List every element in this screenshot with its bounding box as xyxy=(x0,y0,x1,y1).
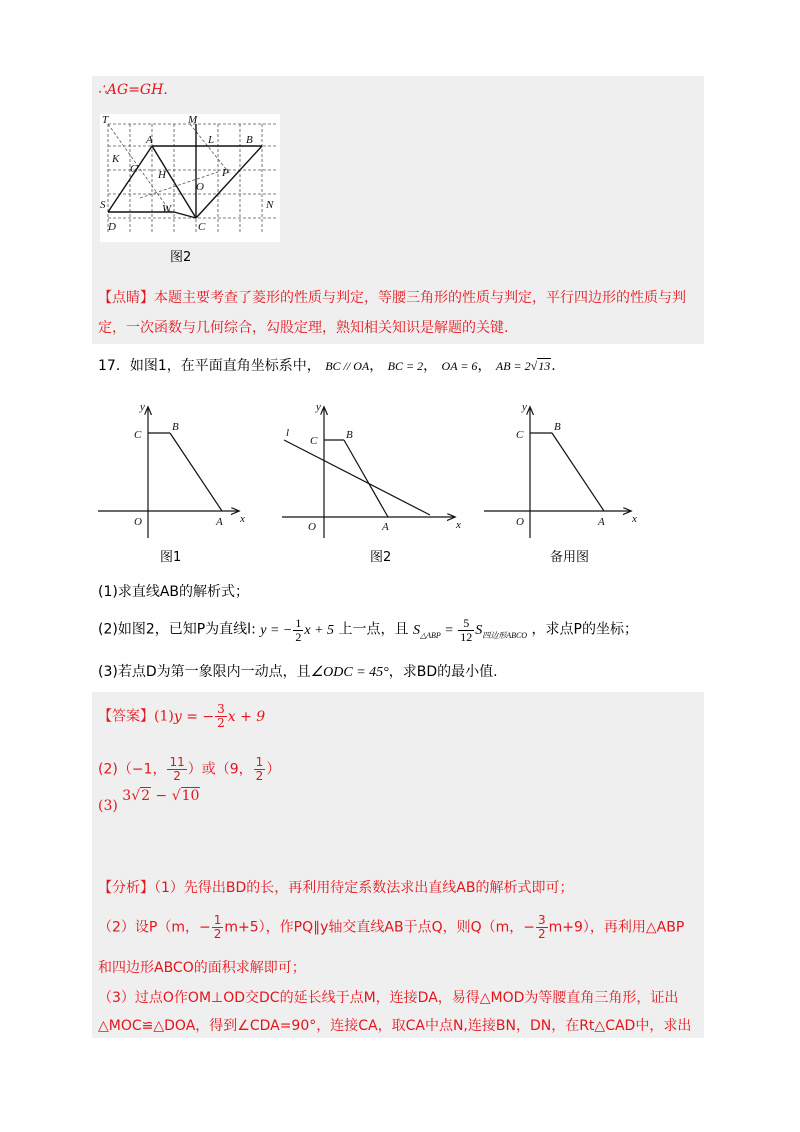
answer-panel xyxy=(92,692,704,1038)
fig1-A: A xyxy=(216,516,223,528)
analysis-tag: 【分析】 xyxy=(98,880,154,896)
answer-tag: 【答案】 xyxy=(98,708,154,725)
remark-line-1: 【点睛】本题主要考查了菱形的性质与判定，等腰三角形的性质与判定，平行四边形的性质与判 xyxy=(98,290,686,306)
coordinate-figures xyxy=(90,398,650,568)
remark-line-2: 定，一次函数与几何综合，勾股定理，熟知相关知识是解题的关键. xyxy=(98,320,509,336)
answer-1: 【答案】(1)y = − $\frac{3}{2}$ x + 9 xyxy=(98,702,266,730)
fig2b-x: x xyxy=(456,519,461,531)
fig1-x: x xyxy=(240,513,245,525)
conclusion-line: ∴AG=GH. xyxy=(98,82,168,98)
fig2-label-K: K xyxy=(112,153,120,165)
fig1-O: O xyxy=(134,516,142,528)
remark-tag: 【点睛】 xyxy=(98,290,154,306)
question-1: (1)求直线AB的解析式； xyxy=(98,584,250,600)
fig2-label-T: T xyxy=(102,114,109,126)
analysis-line-1: 【分析】（1）先得出BD的长，再利用待定系数法求出直线AB的解析式即可； xyxy=(98,880,574,896)
analysis-line-2: （2）设P（m，− $\frac{1}{2}$ m+5），作PQ∥y轴交直线AB于点Q，则Q（m，− $\frac{3}{2}$ m+9），再利用△ABP xyxy=(98,913,685,941)
fig2b-C: C xyxy=(310,435,318,447)
fig2-label-H: H xyxy=(158,169,166,181)
fig1-C: C xyxy=(134,429,142,441)
fig3-C: C xyxy=(516,429,524,441)
problem-statement: 17．如图1，在平面直角坐标系中， BC // OA， BC = 2， OA = 6， AB = 2√13. xyxy=(98,358,556,374)
fig2-label-O: O xyxy=(196,181,204,193)
fig2-label-L: L xyxy=(208,134,215,146)
fig2-label-S: S xyxy=(100,199,106,211)
figure-2-grid xyxy=(100,114,280,242)
fig3-O: O xyxy=(516,516,524,528)
fig2-label-B: B xyxy=(246,134,253,146)
backup-figure-caption: 备用图 xyxy=(550,550,590,565)
analysis-line-4: （3）过点O作OM⊥OD交DC的延长线于点M，连接DA，易得△MOD为等腰直角三角形，证出 xyxy=(98,990,679,1006)
fig2b-O: O xyxy=(308,521,316,533)
fig3-x: x xyxy=(632,513,637,525)
fig2-label-M: M xyxy=(188,114,198,126)
figure-2-caption: 图2 xyxy=(170,250,192,265)
fig2-label-A: A xyxy=(146,134,153,146)
fig2-label-C: C xyxy=(198,221,206,233)
fig2-label-P: P xyxy=(222,167,229,179)
fig2-label-W: W xyxy=(162,203,172,215)
answer-2: (2)（−1， $\frac{11}{2}$ ）或（9， $\frac{1}{2}$ ） xyxy=(98,755,281,783)
figure-1-caption: 图1 xyxy=(160,550,182,565)
fig1-y: y xyxy=(140,401,145,413)
question-2: (2)如图2，已知P为直线l: y = − $\frac{1}{2}$ x + 5 上一点，且 $S_{\triangle ABP}$ = $\frac{5}{12}$ $S_{四边形ABCO}$ ，求点P的坐标； xyxy=(98,616,638,644)
question-3: (3)若点D为第一象限内一动点，且∠ODC = 45°，求BD的最小值. xyxy=(98,664,498,680)
fig3-A: A xyxy=(598,516,605,528)
fig3-B: B xyxy=(554,421,561,433)
fig2-label-G: G xyxy=(130,163,138,175)
fig3-y: y xyxy=(522,401,527,413)
fig2b-y: y xyxy=(316,401,321,413)
fig2-label-N: N xyxy=(266,199,274,211)
figure-2b-caption: 图2 xyxy=(370,550,392,565)
fig2-label-D: D xyxy=(108,221,116,233)
analysis-line-5: △MOC≌△DOA，得到∠CDA=90°，连接CA，取CA中点N,连接BN，DN，在Rt△CAD中，求出 xyxy=(98,1018,692,1034)
fig1-B: B xyxy=(172,421,179,433)
fig2b-A: A xyxy=(382,521,389,533)
fig2b-B: B xyxy=(346,429,353,441)
answer-3: (3) 3√2 − √10 xyxy=(98,788,200,814)
fig2b-l: l xyxy=(286,427,290,439)
analysis-line-3: 和四边形ABCO的面积求解即可； xyxy=(98,960,306,976)
